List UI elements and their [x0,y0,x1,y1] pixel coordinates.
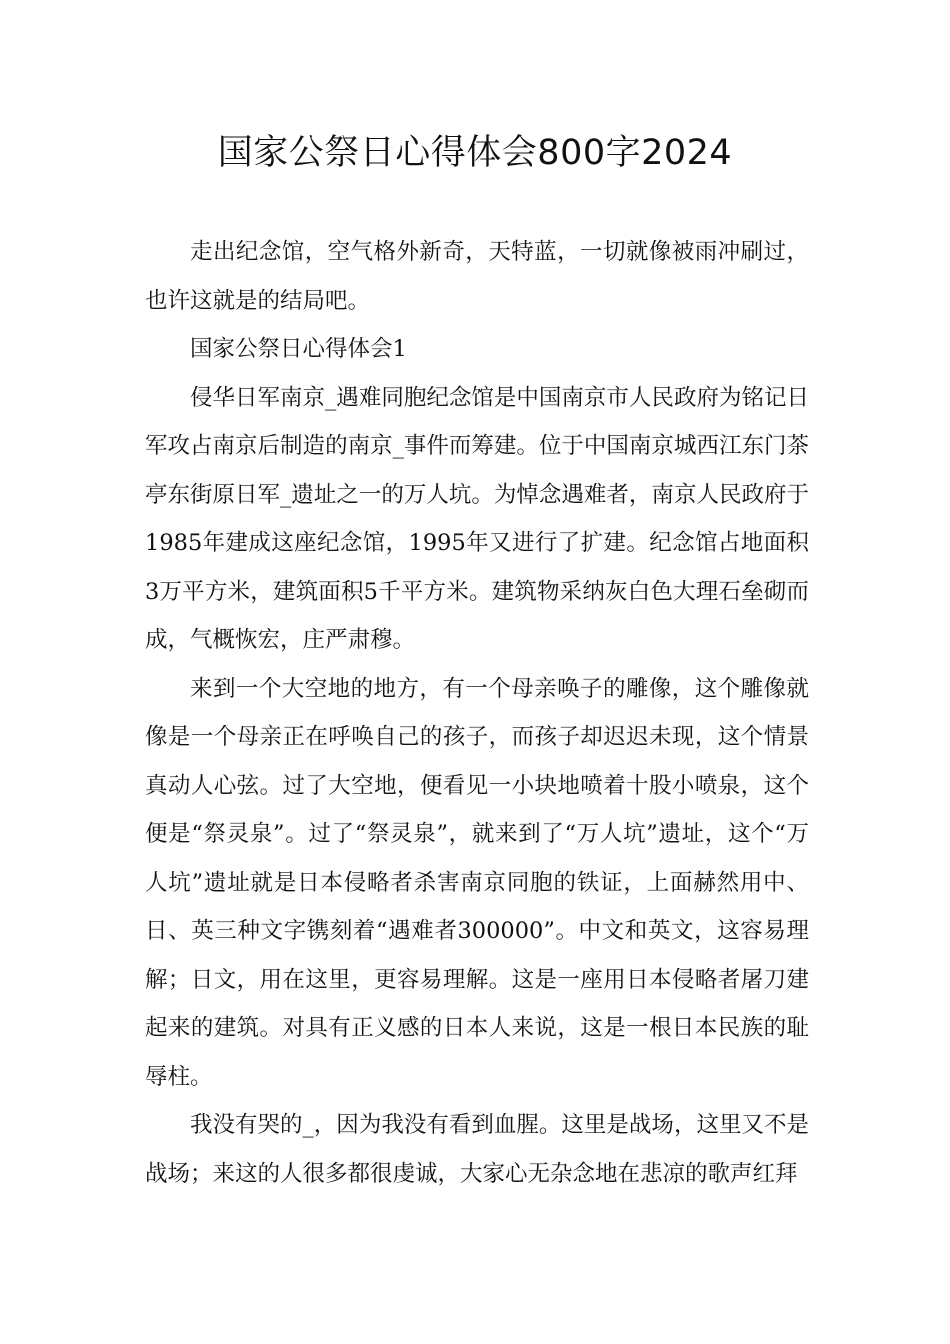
paragraph-memorial-visit: 来到一个大空地的地方，有一个母亲唤子的雕像，这个雕像就像是一个母亲正在呼唤自己的孩子，而孩子却迟迟未现，这个情景真动人心弦。过了大空地，便看见一小块地喷着十股小喷泉，这个便是“祭灵泉”。过了“祭灵泉”，就来到了“万人坑”遗址，这个“万人坑”遗址就是日本侵略者杀害南京同胞的铁证，上面赫然用中、日、英三种文字镌刻着“遇难者300000”。中文和英文，这容易理解；日文，用在这里，更容易理解。这是一座用日本侵略者屠刀建起来的建筑。对具有正义感的日本人来说，这是一根日本民族的耻辱柱。 [145,675,809,1090]
document-body [145,228,809,1198]
paragraph-intro: 走出纪念馆，空气格外新奇，天特蓝，一切就像被雨冲刷过，也许这就是的结局吧。 [145,239,809,314]
document-title: 国家公祭日心得体会800字2024 [217,133,733,173]
paragraph-section-heading: 国家公祭日心得体会1 [190,336,407,362]
paragraph-reflection: 我没有哭的_，因为我没有看到血腥。这里是战场，这里又不是战场；来这的人很多都很虔诚，大家心无杂念地在悲凉的歌声红拜 [145,1112,809,1187]
paragraph-memorial-history: 侵华日军南京_遇难同胞纪念馆是中国南京市人民政府为铭记日军攻占南京后制造的南京_事件而筹建。位于中国南京城西江东门茶亭东街原日军_遗址之一的万人坑。为悼念遇难者，南京人民政府于1985年建成这座纪念馆，1995年又进行了扩建。纪念馆占地面积3万平方米，建筑面积5千平方米。建筑物采纳灰白色大理石垒砌而成，气概恢宏，庄严肃穆。 [145,384,809,653]
